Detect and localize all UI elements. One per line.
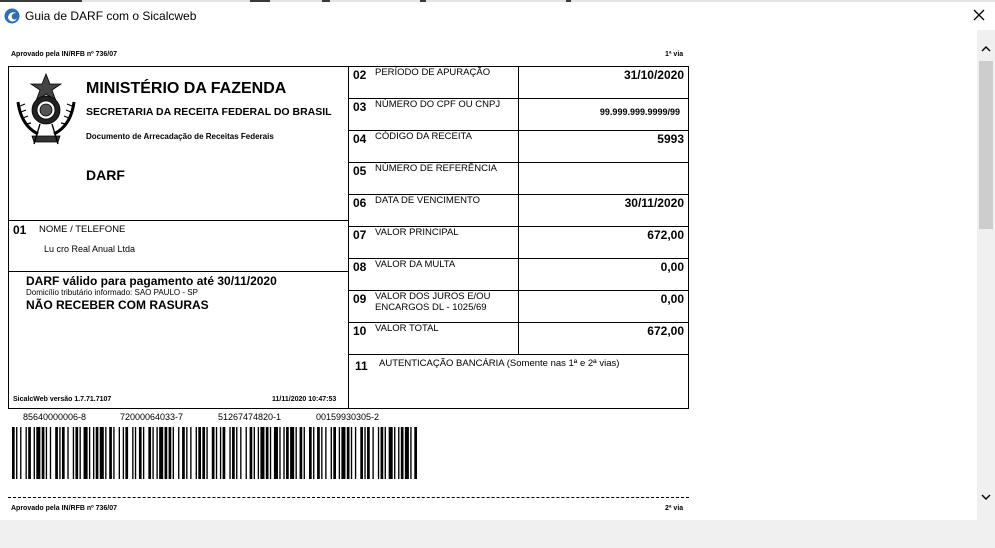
barcode-bar [55, 427, 58, 479]
chevron-down-icon [981, 488, 991, 506]
version-text: SicalcWeb versão 1.7.71.7107 [13, 396, 112, 403]
domicilio-text: Domicílio tributário informado: SAO PAULO - SP [26, 288, 198, 297]
field-06-label: DATA DE VENCIMENTO [375, 195, 481, 206]
barcode-bar [50, 427, 51, 479]
sicalcweb-app-icon [4, 8, 20, 24]
barcode-bar [59, 427, 60, 479]
field-02-number: 02 [353, 68, 367, 82]
barcode-bar [67, 427, 68, 479]
barcode-bar [260, 427, 264, 479]
field-08-number: 08 [353, 260, 367, 274]
barcode-bar [401, 427, 404, 479]
barcode-bar [296, 427, 297, 479]
barcode [12, 427, 420, 479]
field-11-number: 11 [355, 359, 368, 373]
barcode-bar [236, 427, 237, 479]
barcode-bar [394, 427, 395, 479]
barcode-bar [398, 427, 399, 479]
field-09-value: 0,00 [660, 292, 684, 306]
field-05-number: 05 [353, 164, 367, 178]
barcode-bar [372, 427, 373, 479]
barcode-bar [119, 427, 120, 479]
barcode-bar [16, 427, 17, 479]
barcode-bar [202, 427, 205, 479]
barcode-bar [28, 427, 31, 479]
field-04-label: CÓDIGO DA RECEITA [375, 131, 472, 142]
field-07-number: 07 [353, 228, 367, 242]
barcode-bar [36, 427, 40, 479]
barcode-bar [75, 427, 78, 479]
barcode-bar [148, 427, 151, 479]
close-button[interactable] [964, 4, 994, 30]
barcode-bar [143, 427, 144, 479]
barcode-bar [304, 427, 305, 479]
barcode-bar [240, 427, 241, 479]
barcode-bar [313, 427, 314, 479]
barcode-bar [152, 427, 153, 479]
barcode-bar [125, 427, 128, 479]
ministry-title: MINISTÉRIO DA FAZENDA [86, 80, 287, 97]
scroll-down-button[interactable] [977, 488, 995, 505]
field-06-value: 30/11/2020 [624, 196, 684, 210]
barcode-bar [266, 427, 269, 479]
field-09-label: VALOR DOS JUROS E/OU ENCARGOS DL - 1025/69 [375, 291, 491, 313]
barcode-bar [80, 427, 81, 479]
barcode-bar [100, 427, 104, 479]
barcode-bar [159, 427, 163, 479]
field-11-label: AUTENTICAÇÃO BANCÁRIA (Somente nas 1ª e 2ª vias) [379, 358, 620, 369]
barcode-number-3: 51267474820-1 [218, 412, 282, 422]
barcode-bar [34, 427, 35, 479]
close-icon [973, 8, 985, 26]
barcode-bar [381, 427, 384, 479]
document-subtitle: Documento de Arrecadação de Receitas Federais [86, 132, 274, 141]
darf-title: DARF [86, 167, 125, 183]
barcode-bar [206, 427, 207, 479]
field-02-label: PERÍODO DE APURAÇÃO [375, 67, 491, 78]
barcode-bar [220, 427, 221, 479]
field-08-value: 0,00 [660, 260, 684, 274]
barcode-bar [109, 427, 112, 479]
barcode-bar [12, 427, 15, 479]
field-06-number: 06 [353, 196, 367, 210]
barcode-bar [135, 427, 136, 479]
barcode-bar [46, 427, 47, 479]
barcode-bar [198, 427, 201, 479]
barcode-bar [173, 427, 174, 479]
field-03-number: 03 [353, 100, 367, 114]
barcode-bar [73, 427, 74, 479]
barcode-bar [355, 427, 356, 479]
barcode-bar [351, 427, 352, 479]
barcode-bar [246, 427, 247, 479]
barcode-bar [347, 427, 350, 479]
validity-text: DARF válido para pagamento até 30/11/2020 [26, 274, 277, 288]
barcode-bar [84, 427, 88, 479]
field-10-number: 10 [353, 324, 367, 338]
barcode-bar [254, 427, 255, 479]
barcode-bar [300, 427, 303, 479]
field-01-number: 01 [13, 223, 27, 237]
barcode-bar [339, 427, 340, 479]
coat-of-arms-emblem [14, 72, 78, 148]
barcode-bar [169, 427, 172, 479]
field-07-label: VALOR PRINCIPAL [375, 227, 459, 238]
barcode-bar [341, 427, 345, 479]
barcode-bar [270, 427, 271, 479]
field-03-label: NÚMERO DO CPF OU CNPJ [375, 99, 501, 110]
barcode-bar [105, 427, 106, 479]
barcode-bar [62, 427, 65, 479]
field-10-label: VALOR TOTAL [375, 323, 439, 334]
barcode-bar [26, 427, 27, 479]
barcode-number-1: 85640000006-8 [23, 412, 87, 422]
rasuras-warning: NÃO RECEBER COM RASURAS [26, 298, 209, 312]
field-09-number: 09 [353, 292, 367, 306]
barcode-bar [325, 427, 326, 479]
barcode-bar [364, 427, 365, 479]
cut-line [8, 497, 689, 498]
title-bar [0, 2, 995, 30]
field-03-value: 99.999.999.9999/99 [599, 107, 680, 117]
barcode-bar [93, 427, 94, 479]
generated-timestamp: 11/11/2020 10:47:53 [272, 396, 337, 403]
window-title: Guia de DARF com o Sicalcweb [25, 9, 197, 23]
copy-label-1: 1ª via [665, 51, 684, 58]
barcode-bar [212, 427, 215, 479]
barcode-bar [331, 427, 332, 479]
field-02-value: 31/10/2020 [623, 68, 684, 82]
barcode-bar [182, 427, 185, 479]
barcode-bar [89, 427, 90, 479]
barcode-bar [258, 427, 259, 479]
darf-document [0, 30, 977, 520]
scroll-thumb[interactable] [979, 61, 993, 229]
status-bar [0, 520, 995, 548]
barcode-bar [229, 427, 230, 479]
field-04-value: 5993 [657, 132, 684, 146]
barcode-bar [123, 427, 124, 479]
barcode-bar [250, 427, 253, 479]
barcode-bar [367, 427, 370, 479]
barcode-bar [190, 427, 191, 479]
barcode-bar [333, 427, 336, 479]
field-05-label: NÚMERO DE REFERÊNCIA [375, 163, 497, 174]
barcode-bar [139, 427, 142, 479]
barcode-bar [405, 427, 409, 479]
field-07-value: 672,00 [647, 228, 684, 242]
field-08-label: VALOR DA MULTA [375, 259, 456, 270]
barcode-bar [414, 427, 417, 479]
barcode-bar [196, 427, 197, 479]
barcode-bar [360, 427, 363, 479]
barcode-bar [232, 427, 235, 479]
barcode-bar [178, 427, 179, 479]
barcode-bar [216, 427, 217, 479]
vertical-scrollbar[interactable] [977, 30, 995, 520]
barcode-bar [165, 427, 168, 479]
barcode-number-4: 00159930305-2 [316, 412, 380, 422]
barcode-bar [283, 427, 284, 479]
field-04-number: 04 [353, 132, 367, 146]
barcode-bar [290, 427, 294, 479]
barcode-number-2: 72000064033-7 [120, 412, 184, 422]
field-01-label: NOME / TELEFONE [39, 224, 126, 235]
barcode-bar [96, 427, 99, 479]
barcode-bar [317, 427, 320, 479]
field-01-value: Lu cro Real Anual Ltda [44, 244, 136, 254]
approval-text: Aprovado pela IN/RFB nº 736/07 [11, 51, 118, 58]
barcode-bar [223, 427, 226, 479]
barcode-bar [286, 427, 289, 479]
chevron-up-icon [981, 39, 991, 57]
field-10-value: 672,00 [647, 324, 684, 338]
copy-label-2: 2ª via [665, 505, 684, 512]
barcode-bar [113, 427, 114, 479]
barcode-bar [279, 427, 280, 479]
scroll-up-button[interactable] [977, 39, 995, 56]
barcode-bar [20, 427, 21, 479]
barcode-bar [156, 427, 157, 479]
barcode-bar [321, 427, 322, 479]
barcode-bar [42, 427, 45, 479]
secretaria-title: SECRETARIA DA RECEITA FEDERAL DO BRASIL [86, 106, 332, 118]
barcode-bar [186, 427, 187, 479]
barcode-bar [132, 427, 133, 479]
barcode-bar [385, 427, 386, 479]
barcode-bar [410, 427, 411, 479]
approval-text-copy-2: Aprovado pela IN/RFB nº 736/07 [11, 505, 118, 512]
barcode-bar [309, 427, 312, 479]
barcode-bar [274, 427, 278, 479]
barcode-bar [389, 427, 393, 479]
barcode-bar [378, 427, 379, 479]
